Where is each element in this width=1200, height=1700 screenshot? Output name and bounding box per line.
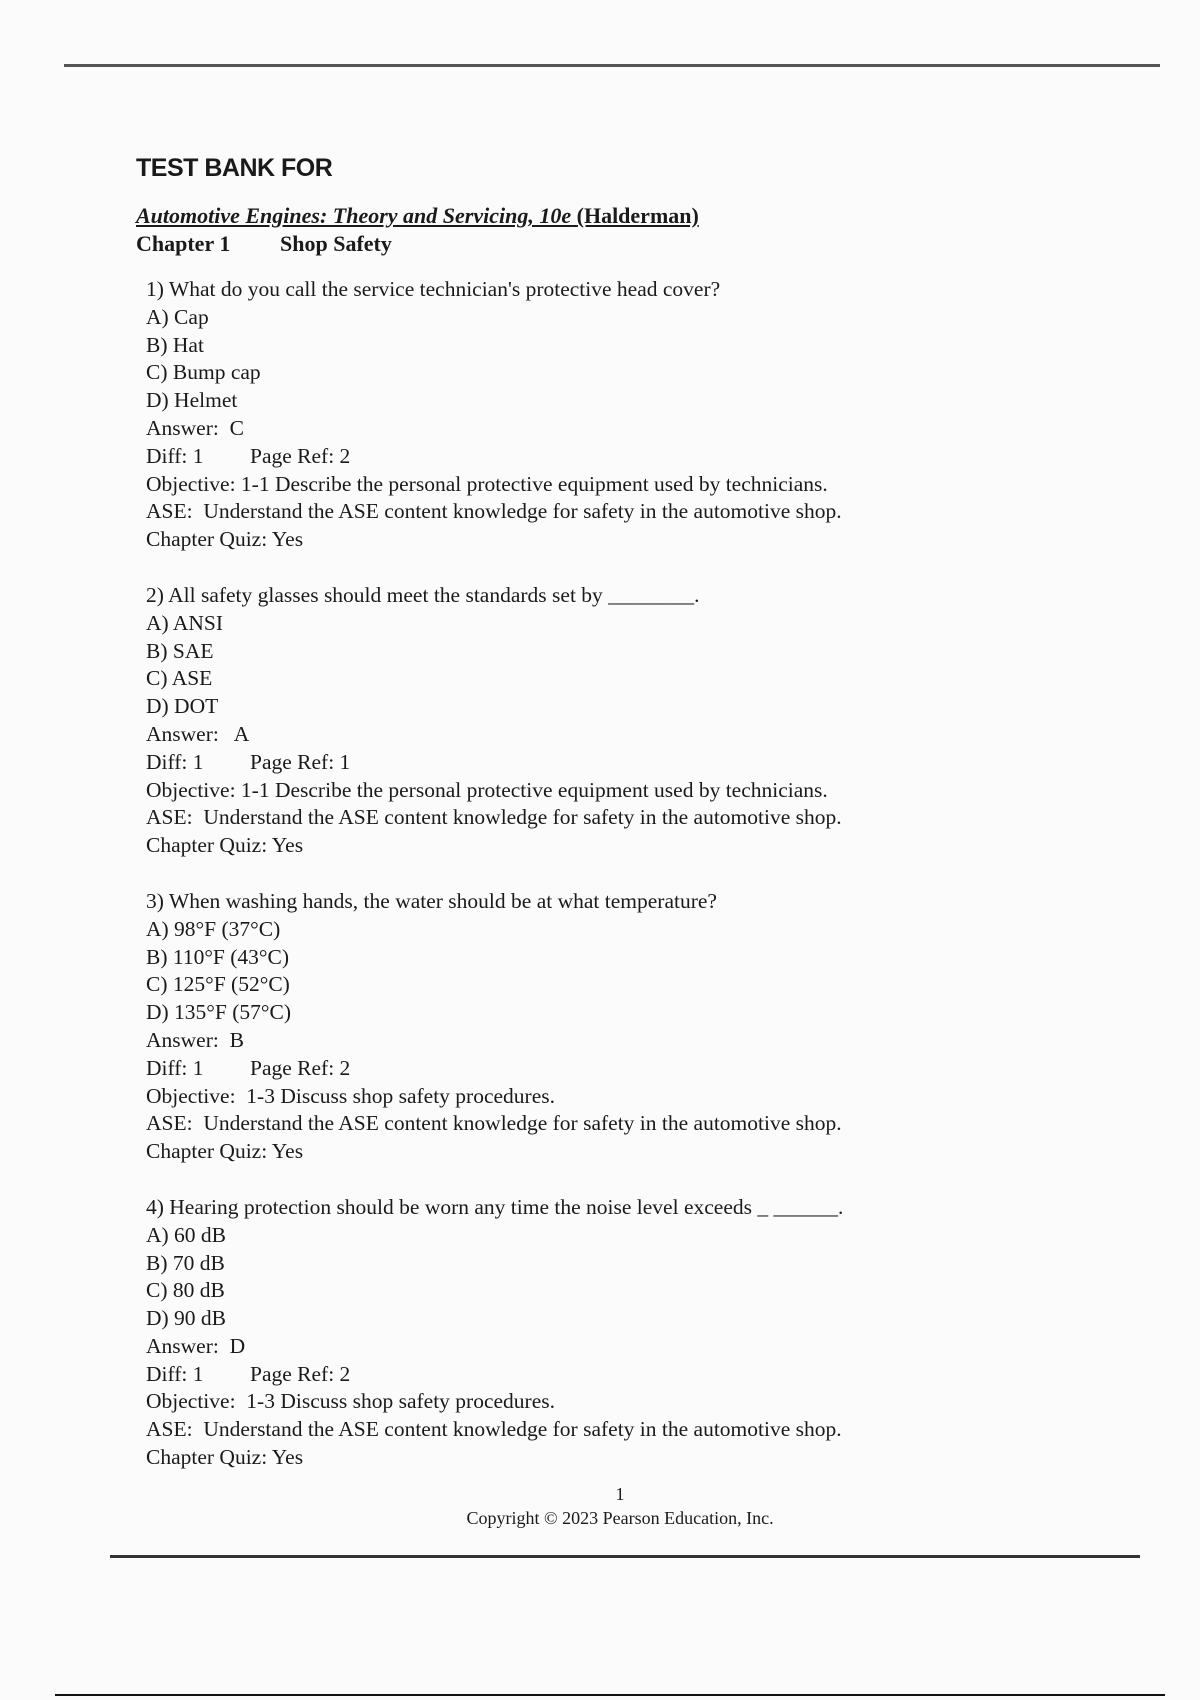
book-line [136, 202, 1036, 230]
top-rule [64, 64, 1160, 67]
chapter-quiz: Chapter Quiz: Yes [146, 1139, 304, 1164]
answer-option: C) Bump cap [146, 360, 261, 385]
answer-option: A) 98°F (37°C) [146, 916, 281, 941]
difficulty: Diff: 1 [146, 1361, 204, 1386]
question-item [146, 582, 1146, 860]
difficulty: Diff: 1 [146, 749, 204, 774]
objective: Objective: 1-3 Discuss shop safety procedures. [146, 1389, 555, 1414]
copyright-notice: Copyright © 2023 Pearson Education, Inc. [466, 1508, 774, 1528]
difficulty: Diff: 1 [146, 443, 204, 468]
answer-option: D) DOT [146, 694, 219, 719]
difficulty-line [146, 443, 1146, 471]
answer-option: A) Cap [146, 304, 209, 329]
chapter-title: Shop Safety [280, 231, 392, 256]
page-ref: Page Ref: 2 [250, 1055, 351, 1080]
answer-option: D) 135°F (57°C) [146, 1000, 291, 1025]
answer-option: C) ASE [146, 666, 213, 691]
answer-key: Answer: A [146, 721, 250, 746]
ase-standard: ASE: Understand the ASE content knowledge for safety in the automotive shop. [146, 805, 842, 830]
answer-option: D) Helmet [146, 388, 238, 413]
ase-standard: ASE: Understand the ASE content knowledge for safety in the automotive shop. [146, 1417, 842, 1442]
answer-option: B) Hat [146, 332, 204, 357]
question-item [146, 1194, 1146, 1472]
page-edge-rule [55, 1694, 1165, 1696]
objective: Objective: 1-1 Describe the personal protective equipment used by technicians. [146, 471, 828, 496]
difficulty-line [146, 1055, 1146, 1083]
question-list [146, 276, 1146, 1500]
objective: Objective: 1-3 Discuss shop safety procedures. [146, 1083, 555, 1108]
ase-standard: ASE: Understand the ASE content knowledge for safety in the automotive shop. [146, 1111, 842, 1136]
chapter-quiz: Chapter Quiz: Yes [146, 527, 304, 552]
question-stem: 3) When washing hands, the water should be at what temperature? [146, 888, 717, 913]
answer-key: Answer: D [146, 1333, 246, 1358]
question-stem: 4) Hearing protection should be worn any time the noise level exceeds _ ______. [146, 1194, 844, 1219]
answer-key: Answer: C [146, 415, 244, 440]
question-item [146, 276, 1146, 554]
question-stem: 1) What do you call the service technician's protective head cover? [146, 277, 721, 301]
answer-option: C) 80 dB [146, 1278, 225, 1303]
answer-option: B) 110°F (43°C) [146, 944, 290, 969]
chapter-quiz: Chapter Quiz: Yes [146, 833, 304, 858]
ase-standard: ASE: Understand the ASE content knowledge for safety in the automotive shop. [146, 499, 842, 524]
chapter-quiz: Chapter Quiz: Yes [146, 1445, 304, 1470]
answer-option: D) 90 dB [146, 1306, 227, 1331]
question-stem: 2) All safety glasses should meet the standards set by ________. [146, 582, 700, 607]
book-author: (Halderman) [576, 203, 699, 228]
document-header [136, 152, 1036, 258]
answer-option: B) SAE [146, 638, 214, 663]
answer-option: A) ANSI [146, 610, 224, 635]
answer-key: Answer: B [146, 1027, 244, 1052]
answer-option: B) 70 dB [146, 1250, 225, 1275]
difficulty-line [146, 1361, 1146, 1389]
page-ref: Page Ref: 1 [250, 749, 351, 774]
difficulty: Diff: 1 [146, 1055, 204, 1080]
difficulty-line [146, 749, 1146, 777]
answer-option: C) 125°F (52°C) [146, 972, 290, 997]
objective: Objective: 1-1 Describe the personal protective equipment used by technicians. [146, 777, 828, 802]
book-title: Automotive Engines: Theory and Servicing, 10e [136, 203, 572, 228]
chapter-number: Chapter 1 [136, 231, 231, 256]
page-ref: Page Ref: 2 [250, 443, 351, 468]
bottom-rule [110, 1555, 1140, 1558]
chapter-line [136, 230, 1036, 258]
document-heading: TEST BANK FOR [136, 154, 333, 182]
answer-option: A) 60 dB [146, 1222, 227, 1247]
page-number: 1 [615, 1484, 625, 1504]
page-ref: Page Ref: 2 [250, 1361, 351, 1386]
question-item [146, 888, 1146, 1166]
